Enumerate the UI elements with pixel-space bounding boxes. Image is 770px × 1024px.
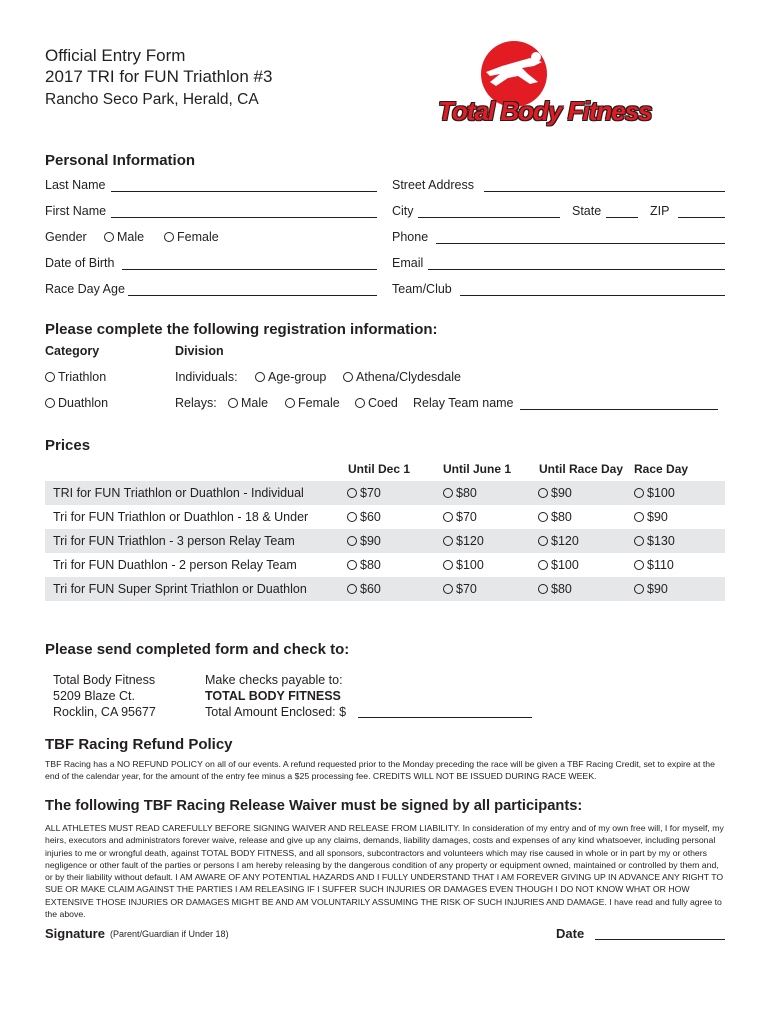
- athena-option[interactable]: Athena/Clydesdale: [343, 370, 461, 384]
- radio-icon: [343, 372, 353, 382]
- first-name-field[interactable]: [111, 217, 377, 218]
- form-title: Official Entry Form: [45, 46, 186, 65]
- price-option[interactable]: $90: [634, 510, 668, 524]
- zip-field[interactable]: [678, 217, 725, 218]
- address-line-3: Rocklin, CA 95677: [53, 705, 156, 719]
- total-amount-field[interactable]: [358, 717, 532, 718]
- city-label: City: [392, 204, 414, 218]
- division-header: Division: [175, 344, 224, 358]
- phone-field[interactable]: [436, 243, 725, 244]
- race-day-age-label: Race Day Age: [45, 282, 125, 296]
- zip-label: ZIP: [650, 204, 670, 218]
- price-option[interactable]: $120: [538, 534, 579, 548]
- radio-icon: [347, 488, 357, 498]
- signature-note: (Parent/Guardian if Under 18): [110, 929, 229, 939]
- radio-icon: [45, 372, 55, 382]
- col-race-day: Race Day: [634, 462, 689, 476]
- refund-heading: TBF Racing Refund Policy: [45, 736, 233, 753]
- price-option[interactable]: $70: [347, 486, 381, 500]
- state-label: State: [572, 204, 602, 218]
- radio-icon: [538, 536, 548, 546]
- radio-icon: [355, 398, 365, 408]
- price-option[interactable]: $130: [634, 534, 675, 548]
- street-field[interactable]: [484, 191, 725, 192]
- total-amount-label: Total Amount Enclosed: $: [205, 705, 347, 719]
- radio-icon: [443, 512, 453, 522]
- state-field[interactable]: [606, 217, 638, 218]
- waiver-text: ALL ATHLETES MUST READ CAREFULLY BEFORE SIGNING WAIVER AND RELEASE FROM LIABILITY. In consideration of my entry and of my own free will, I for myself, my heirs, executors and administrators forever waive, release and give up any claims, demands, liability damages, costs and expenses of any kind whatsoever, including personal injuries to me or wrongful death, against TOTAL BODY FITNESS, and all sponsors, subcontractors and volunteers which may rise caused in whole or in part by my or others negligence or other fault of the parties or persons I am hereby releasing by the dangerous condition of any property or equipment owned, maintained or controlled by them and, or by their liability without default. I AM AWARE OF ANY POTENTIAL HAZARDS AND I FULLY UNDERSTAND THAT I AM FOREVER GIVING UP IN ADVANCE ANY RIGHT TO SUE OR MAKE CLAIM AGAINST THE PARTIES I AM RELEASING IF I SUFFER SUCH INJURIES OR DAMAGES EVEN THOUGH I DO NOT KNOW WHAT OR HOW EXTENSIVE THOSE INJURIES OR DAMAGES MIGHT BE AND AM VOLUNTARILY ASSUMING THE RISK OF SUCH INJURIES AND DAMAGE. I have read and fully agree to the above.: [45, 823, 724, 920]
- price-row: [45, 553, 725, 577]
- relay-coed-option[interactable]: Coed: [355, 396, 398, 410]
- radio-icon: [285, 398, 295, 408]
- radio-icon: [443, 584, 453, 594]
- radio-icon: [347, 512, 357, 522]
- price-option[interactable]: $90: [347, 534, 381, 548]
- date-label: Date: [556, 926, 585, 941]
- email-label: Email: [392, 256, 424, 270]
- price-option[interactable]: $60: [347, 582, 381, 596]
- gender-male-option[interactable]: Male: [104, 230, 144, 244]
- price-option[interactable]: $80: [538, 510, 572, 524]
- price-row: [45, 529, 725, 553]
- date-field[interactable]: [595, 939, 725, 940]
- price-option[interactable]: $80: [538, 582, 572, 596]
- event-title: 2017 TRI for FUN Triathlon #3: [45, 67, 273, 86]
- price-row-name: Tri for FUN Triathlon - 3 person Relay Team: [53, 534, 295, 548]
- price-row: [45, 481, 725, 505]
- radio-icon: [538, 560, 548, 570]
- relay-male-option[interactable]: Male: [228, 396, 268, 410]
- radio-icon: [443, 488, 453, 498]
- radio-icon: [347, 584, 357, 594]
- price-row-name: Tri for FUN Triathlon or Duathlon - 18 & Under: [53, 510, 309, 524]
- logo: [430, 36, 700, 132]
- event-location: Rancho Seco Park, Herald, CA: [45, 91, 259, 108]
- price-option[interactable]: $100: [634, 486, 675, 500]
- price-option[interactable]: $70: [443, 582, 477, 596]
- race-day-age-field[interactable]: [128, 295, 377, 296]
- email-field[interactable]: [428, 269, 725, 270]
- radio-icon: [164, 232, 174, 242]
- col-until-june-1: Until June 1: [443, 462, 512, 476]
- first-name-label: First Name: [45, 204, 107, 218]
- price-option[interactable]: $120: [443, 534, 484, 548]
- radio-icon: [634, 488, 644, 498]
- city-field[interactable]: [418, 217, 560, 218]
- price-option[interactable]: $110: [634, 558, 674, 572]
- price-option[interactable]: $80: [347, 558, 381, 572]
- category-duathlon-option[interactable]: Duathlon: [45, 396, 108, 410]
- refund-text: TBF Racing has a NO REFUND POLICY on all of our events. A refund requested prior to the Monday preceding the race will be given a TBF Racing Credit, set to expire at the end of the calendar year, for the amount of the entry fee minus a $25 processing fee. CREDITS WILL NOT BE ISSUED DURING RACE WEEK.: [45, 759, 715, 782]
- radio-icon: [538, 488, 548, 498]
- payable-label: Make checks payable to:: [205, 673, 343, 687]
- price-option[interactable]: $90: [538, 486, 572, 500]
- prices-heading: Prices: [45, 437, 91, 454]
- registration-heading: Please complete the following registration information:: [45, 321, 438, 338]
- gender-female-option[interactable]: Female: [164, 230, 219, 244]
- payee-name: TOTAL BODY FITNESS: [205, 689, 341, 703]
- price-row-name: TRI for FUN Triathlon or Duathlon - Individual: [53, 486, 304, 500]
- signature-label: Signature: [45, 926, 105, 941]
- relay-team-name-field[interactable]: [520, 409, 718, 410]
- radio-icon: [347, 560, 357, 570]
- radio-icon: [104, 232, 114, 242]
- team-field[interactable]: [460, 295, 725, 296]
- price-row-name: Tri for FUN Super Sprint Triathlon or Duathlon: [53, 582, 307, 596]
- relay-team-name-label: Relay Team name: [413, 396, 514, 410]
- gender-label: Gender: [45, 230, 87, 244]
- radio-icon: [538, 584, 548, 594]
- phone-label: Phone: [392, 230, 429, 244]
- address-line-1: Total Body Fitness: [53, 673, 156, 687]
- price-option[interactable]: $70: [443, 510, 477, 524]
- relays-label: Relays:: [175, 396, 217, 410]
- radio-icon: [228, 398, 238, 408]
- price-option[interactable]: $80: [443, 486, 477, 500]
- category-header: Category: [45, 344, 100, 358]
- dob-label: Date of Birth: [45, 256, 115, 270]
- radio-icon: [255, 372, 265, 382]
- send-heading: Please send completed form and check to:: [45, 641, 350, 658]
- dob-field[interactable]: [122, 269, 377, 270]
- price-option[interactable]: $100: [443, 558, 484, 572]
- price-row: [45, 577, 725, 601]
- last-name-label: Last Name: [45, 178, 106, 192]
- col-until-race-day: Until Race Day: [539, 462, 624, 476]
- price-option[interactable]: $100: [538, 558, 579, 572]
- radio-icon: [443, 536, 453, 546]
- radio-icon: [347, 536, 357, 546]
- radio-icon: [45, 398, 55, 408]
- radio-icon: [634, 584, 644, 594]
- price-row: [45, 505, 725, 529]
- price-row-name: Tri for FUN Duathlon - 2 person Relay Team: [53, 558, 297, 572]
- team-label: Team/Club: [392, 282, 452, 296]
- relay-female-option[interactable]: Female: [285, 396, 340, 410]
- street-label: Street Address: [392, 178, 474, 192]
- logo-text: Total Body Fitness: [438, 96, 652, 126]
- individuals-label: Individuals:: [175, 370, 238, 384]
- radio-icon: [634, 536, 644, 546]
- age-group-option[interactable]: Age-group: [255, 370, 326, 384]
- radio-icon: [634, 560, 644, 570]
- radio-icon: [634, 512, 644, 522]
- col-until-dec-1: Until Dec 1: [348, 462, 411, 476]
- last-name-field[interactable]: [111, 191, 377, 192]
- price-option[interactable]: $90: [634, 582, 668, 596]
- radio-icon: [538, 512, 548, 522]
- address-line-2: 5209 Blaze Ct.: [53, 689, 135, 703]
- personal-info-heading: Personal Information: [45, 152, 196, 169]
- price-option[interactable]: $60: [347, 510, 381, 524]
- category-triathlon-option[interactable]: Triathlon: [45, 370, 106, 384]
- waiver-heading: The following TBF Racing Release Waiver must be signed by all participants:: [45, 798, 583, 814]
- radio-icon: [443, 560, 453, 570]
